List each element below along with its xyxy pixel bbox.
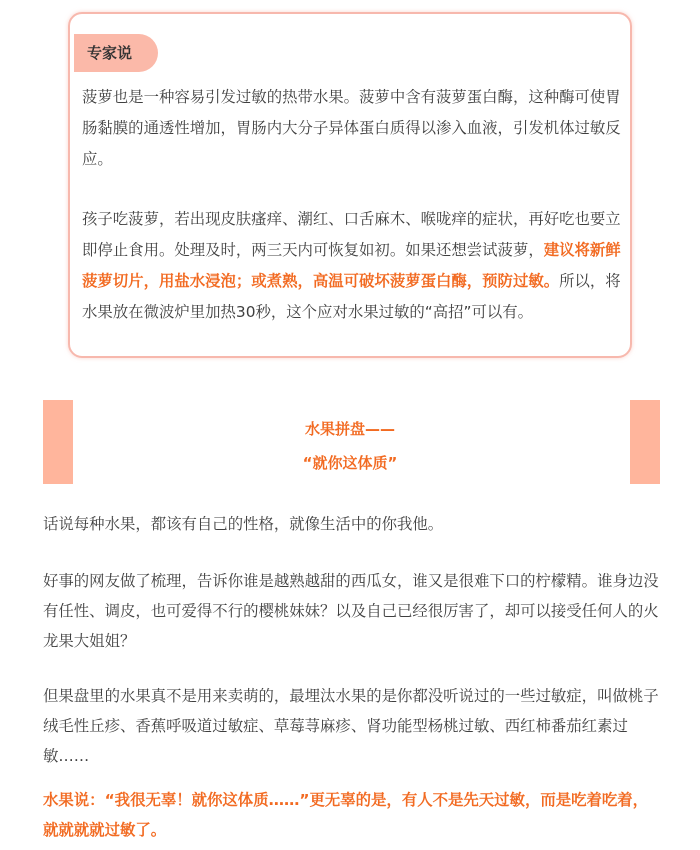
expert-p2-start: 孩子吃菠萝，若出现皮肤瘙痒、潮红、口舌麻木、喉咙痒的症状，再好吃也要立即停止食用。处理及时，两三天内可恢复如初。如果还想尝试菠萝， — [82, 210, 621, 259]
expert-p2-end: 所以，将水果放在微波炉里加热30秒，这个应对水果过敏的“高招”可以有。 — [82, 272, 621, 321]
body-paragraph-1: 话说每种水果，都该有自己的性格，就像生活中的你我他。 — [43, 515, 444, 533]
expert-paragraph-2 — [82, 204, 624, 328]
expert-p2-highlight: 建议将新鲜菠萝切片，用盐水浸泡；或煮熟，高温可破坏菠萝蛋白酶，预防过敏。 — [82, 241, 621, 290]
body-paragraph-4: 水果说：“我很无辜！就你这体质……”更无辜的是，有人不是先天过敏，而是吃着吃着，就就就就过敏了。 — [43, 791, 649, 839]
expert-paragraph-1: 菠萝也是一种容易引发过敏的热带水果。菠萝中含有菠萝蛋白酶，这种酶可使胃肠黏膜的通透性增加，胃肠内大分子异体蛋白质得以渗入血液，引发机体过敏反应。 — [82, 88, 621, 168]
body-paragraph-3: 但果盘里的水果真不是用来卖萌的，最埋汰水果的是你都没听说过的一些过敏症，叫做桃子绒毛性丘疹、香蕉呼吸道过敏症、草莓荨麻疹、肾功能型杨桃过敏、西红柿番茄红素过敏…… — [43, 687, 659, 765]
section-title-line1: 水果拼盘—— — [304, 420, 395, 438]
section-title-line2: “就你这体质” — [302, 454, 398, 472]
expert-tag: 专家说 — [74, 34, 158, 72]
body-paragraph-2: 好事的网友做了梳理，告诉你谁是越熟越甜的西瓜女，谁又是很难下口的柠檬精。谁身边没有任性、调皮，也可爱得不行的樱桃妹妹？以及自己已经很厉害了，却可以接受任何人的火龙果大姐姐？ — [43, 572, 659, 650]
expert-box — [68, 12, 632, 358]
